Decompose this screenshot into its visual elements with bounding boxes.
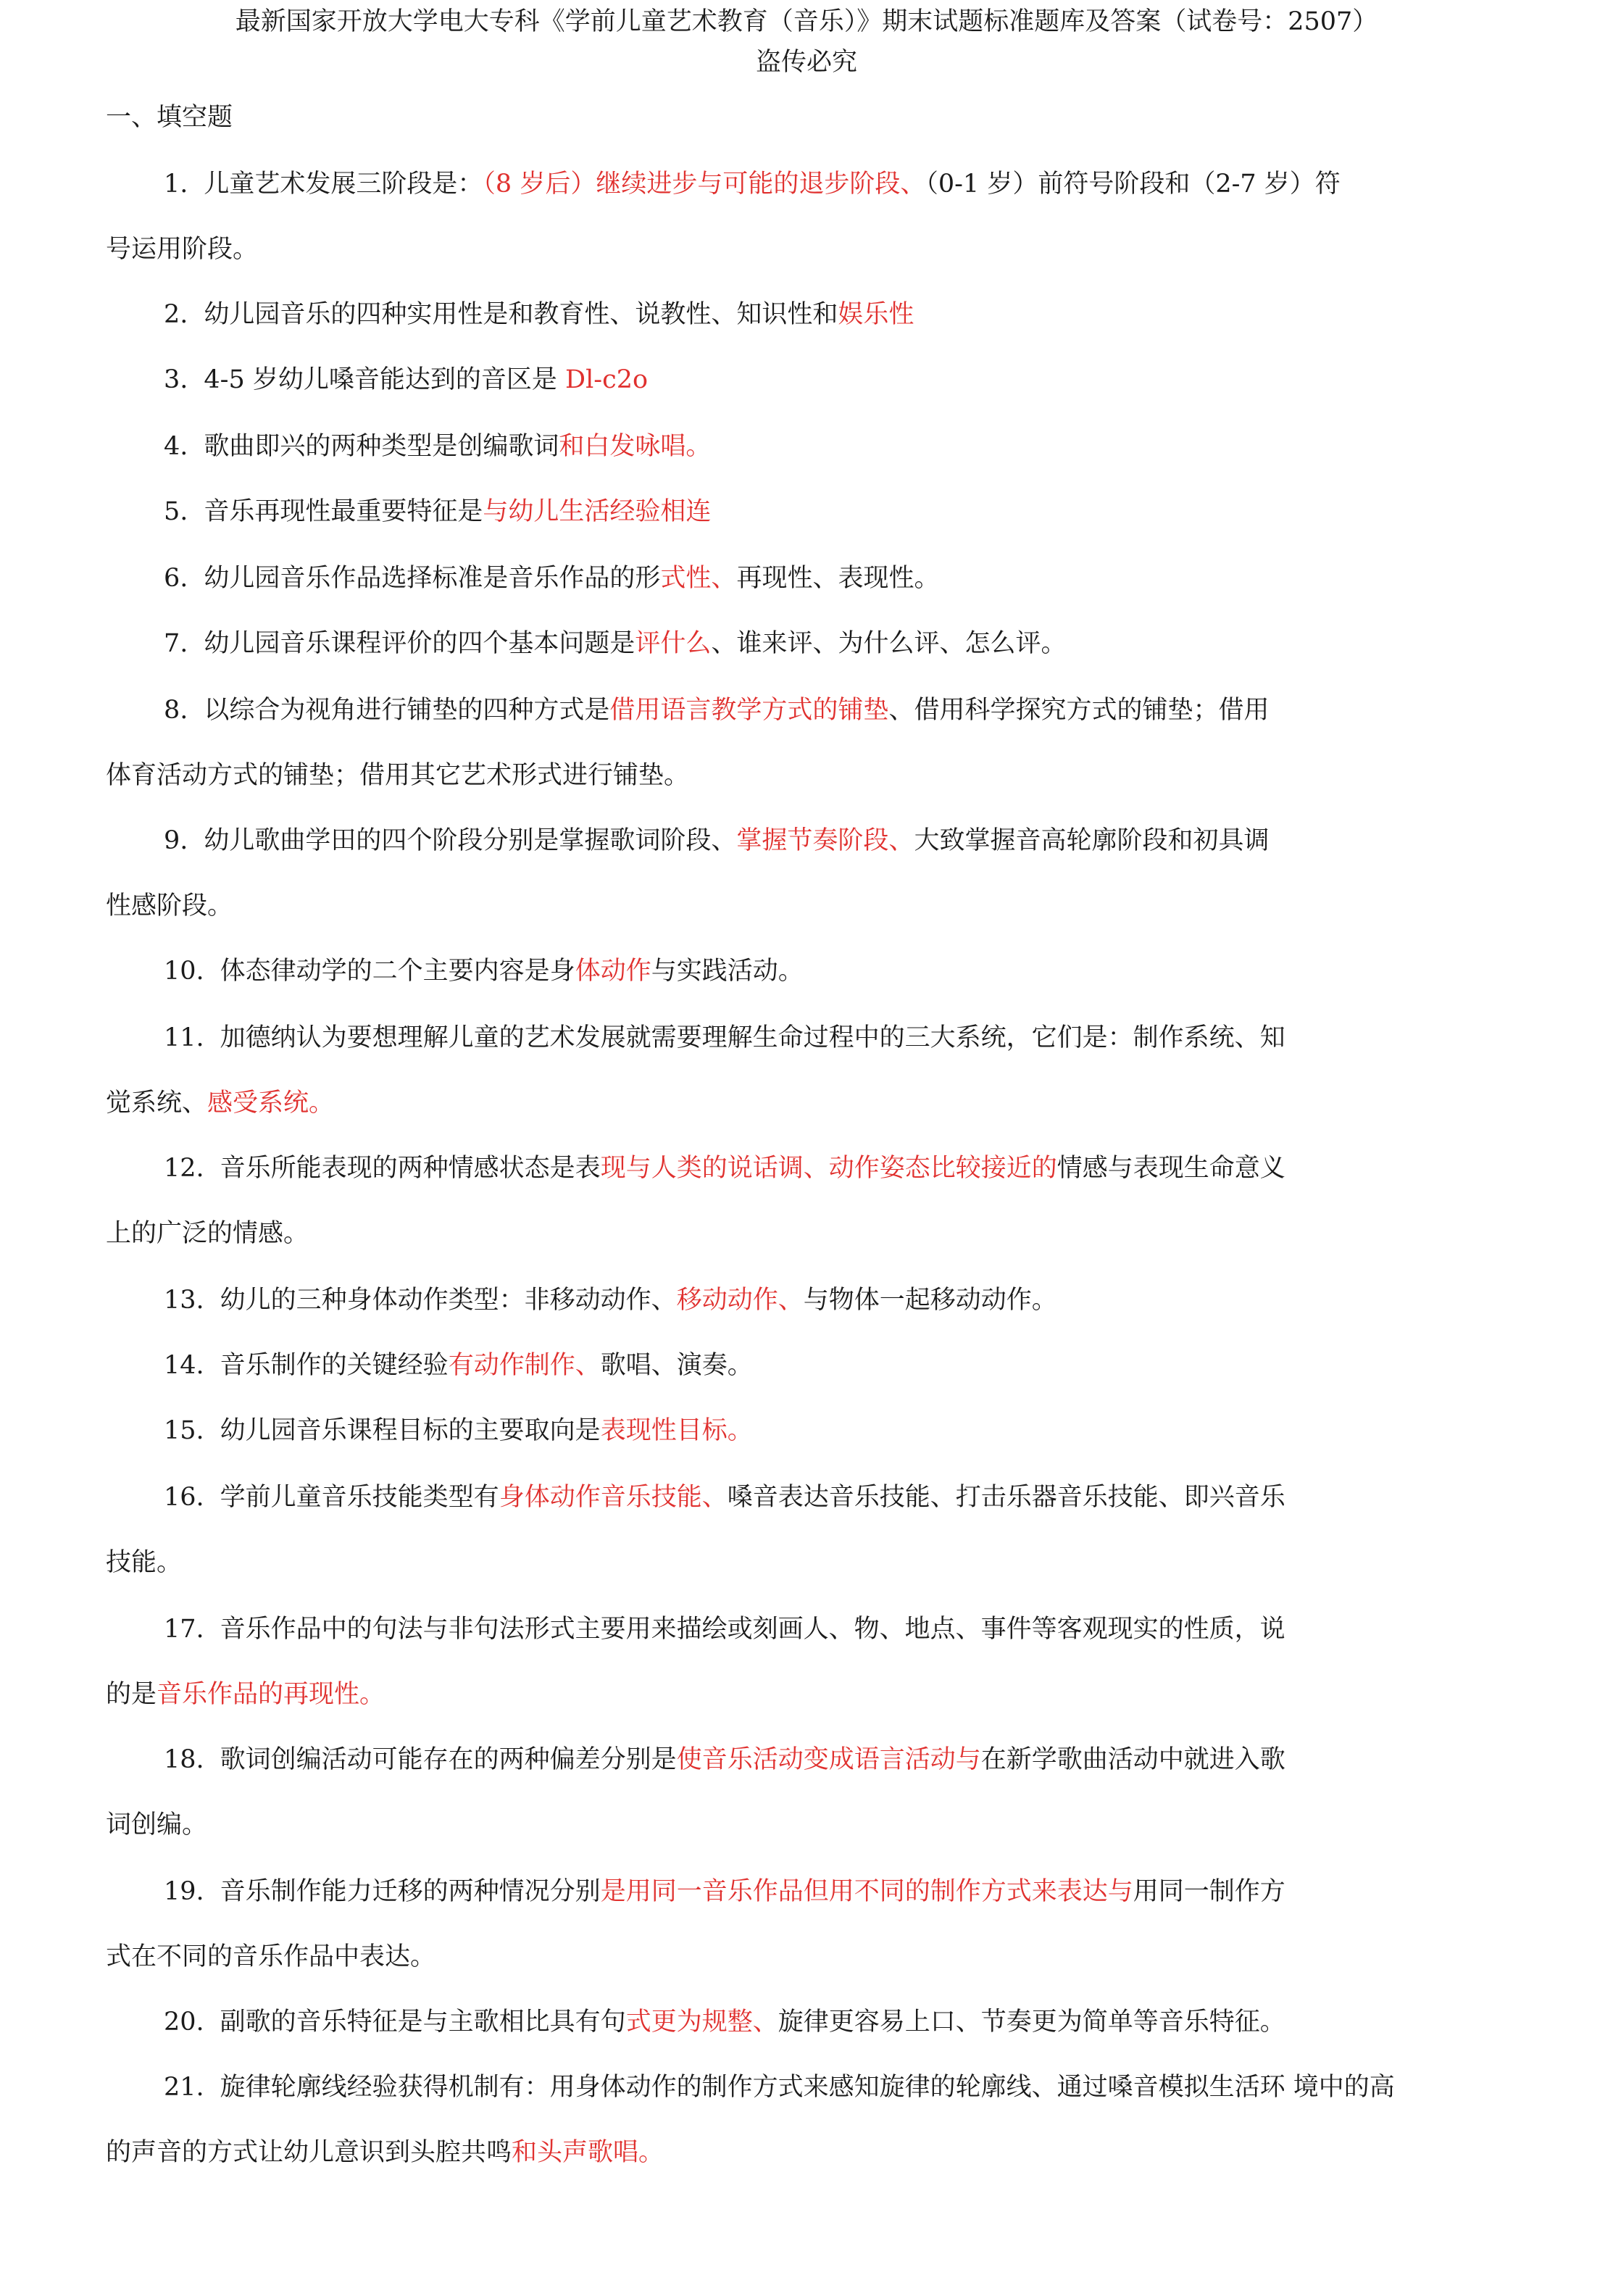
answer-text: 娱乐性 <box>838 300 914 329</box>
question-text: 、谁来评、为什么评、怎么评。 <box>711 629 1067 658</box>
question-text: 学前儿童音乐技能类型有 <box>220 1483 499 1512</box>
document-subtitle: 盗传必究 <box>755 48 857 77</box>
question-text: 幼儿园音乐作品选择标准是音乐作品的形 <box>204 564 661 593</box>
question-continuation-line <box>106 1087 334 1119</box>
question-line <box>164 562 939 594</box>
question-number: 6. <box>164 564 188 593</box>
question-number: 16. <box>164 1483 204 1512</box>
question-text: 幼儿园音乐课程目标的主要取向是 <box>220 1416 601 1445</box>
document-title: 最新国家开放大学电大专科《学前儿童艺术教育（音乐）》期末试题标准题库及答案（试卷号：2507） <box>235 7 1378 36</box>
question-line <box>164 1415 753 1447</box>
question-line <box>164 694 1269 726</box>
question-number: 14. <box>164 1351 204 1380</box>
question-text: 以综合为视角进行铺垫的四种方式是 <box>204 696 610 725</box>
question-text: 音乐制作能力迁移的两种情况分别 <box>220 1877 601 1906</box>
answer-text: 式性、 <box>660 564 737 593</box>
question-number: 13. <box>164 1286 204 1315</box>
answer-text: （8 岁后）继续进步与可能的退步阶段、 <box>483 170 926 199</box>
question-line <box>164 1152 1285 1184</box>
question-text: 词创编。 <box>106 1810 208 1839</box>
question-number: 1. <box>164 170 188 199</box>
question-line <box>164 2006 1285 2038</box>
question-line <box>164 628 1066 660</box>
question-line <box>164 364 648 396</box>
question-line <box>164 1284 1057 1316</box>
answer-text: 感受系统。 <box>207 1089 335 1118</box>
question-number: 7. <box>164 629 188 658</box>
question-number: 12. <box>164 1154 204 1183</box>
question-text: 觉系统、 <box>106 1089 208 1118</box>
question-text: 再现性、表现性。 <box>736 564 940 593</box>
question-text: 幼儿园音乐的四种实用性是和教育性、说教性、知识性和 <box>204 300 838 329</box>
question-number: 2. <box>164 300 188 329</box>
question-line <box>164 1744 1285 1776</box>
question-number: 21. <box>164 2073 204 2102</box>
section-heading: 一、填空题 <box>106 103 233 132</box>
question-number: 11. <box>164 1023 204 1052</box>
question-continuation-line <box>106 2137 664 2168</box>
question-line <box>164 1349 753 1381</box>
question-text: 的是 <box>106 1680 157 1709</box>
question-text: 大致掌握音高轮廓阶段和初具调 <box>914 826 1270 855</box>
answer-text: 移动动作、 <box>676 1286 804 1315</box>
question-text: 音乐作品中的句法与非句法形式主要用来描绘或刻画人、物、地点、事件等客观现实的性质，说 <box>220 1615 1285 1644</box>
answer-text: 式更为规整、 <box>625 2008 778 2037</box>
question-continuation-line <box>106 1218 309 1249</box>
question-line <box>164 1481 1285 1513</box>
question-line <box>164 825 1269 857</box>
question-line <box>164 299 914 330</box>
question-line <box>164 2071 1395 2103</box>
answer-text: 身体动作音乐技能、 <box>499 1483 728 1512</box>
answer-text: 和头声歌唱。 <box>512 2138 664 2167</box>
question-text: 体态律动学的二个主要内容是身 <box>220 957 575 986</box>
question-continuation-line <box>106 1679 385 1710</box>
question-text: 上的广泛的情感。 <box>106 1219 309 1248</box>
question-text: 音乐再现性最重要特征是 <box>204 497 483 526</box>
answer-text: 使音乐活动变成语言活动与 <box>676 1745 981 1774</box>
question-number: 10. <box>164 957 204 986</box>
question-continuation-line <box>106 760 689 791</box>
question-number: 3. <box>164 365 188 394</box>
question-text: 、借用科学探究方式的铺垫；借用 <box>888 696 1270 725</box>
question-text: 号运用阶段。 <box>106 235 259 264</box>
question-line <box>164 496 711 528</box>
question-number: 5. <box>164 497 188 526</box>
question-text: 在新学歌曲活动中就进入歌 <box>980 1745 1285 1774</box>
answer-text: 和白发咏唱。 <box>559 432 712 461</box>
question-text: 幼儿的三种身体动作类型：非移动动作、 <box>220 1286 677 1315</box>
question-number: 18. <box>164 1745 204 1774</box>
question-text: 性感阶段。 <box>106 891 233 920</box>
question-number: 8. <box>164 696 188 725</box>
question-text: 体育活动方式的铺垫；借用其它艺术形式进行铺垫。 <box>106 761 690 790</box>
question-text: 式在不同的音乐作品中表达。 <box>106 1942 436 1971</box>
question-text: （0-1 岁）前符号阶段和（2-7 岁）符 <box>925 170 1341 199</box>
question-text: 加德纳认为要想理解儿童的艺术发展就需要理解生命过程中的三大系统，它们是：制作系统、知 <box>220 1023 1285 1052</box>
question-text: 歌曲即兴的两种类型是创编歌词 <box>204 432 559 461</box>
question-line <box>164 955 804 987</box>
question-line <box>164 430 711 462</box>
answer-text: Dl-c2o <box>565 365 649 394</box>
question-number: 15. <box>164 1416 204 1445</box>
question-text: 副歌的音乐特征是与主歌相比具有句 <box>220 2008 626 2037</box>
question-text: 情感与表现生命意义 <box>1056 1154 1285 1183</box>
question-text: 幼儿园音乐课程评价的四个基本问题是 <box>204 629 635 658</box>
answer-text: 与幼儿生活经验相连 <box>483 497 712 526</box>
question-continuation-line <box>106 890 233 922</box>
question-text: 旋律更容易上口、节奏更为简单等音乐特征。 <box>778 2008 1285 2037</box>
question-text: 歌词创编活动可能存在的两种偏差分别是 <box>220 1745 677 1774</box>
question-number: 4. <box>164 432 188 461</box>
question-line <box>164 1876 1285 1908</box>
answer-text: 现与人类的说话调、动作姿态比较接近的 <box>600 1154 1057 1183</box>
answer-text: 体动作 <box>575 957 651 986</box>
question-text: 用同一制作方 <box>1133 1877 1285 1906</box>
question-line <box>164 1022 1285 1054</box>
answer-text: 有动作制作、 <box>448 1351 601 1380</box>
answer-text: 借用语言教学方式的铺垫 <box>609 696 889 725</box>
question-continuation-line <box>106 1809 207 1841</box>
question-number: 9. <box>164 826 188 855</box>
question-line <box>164 168 1341 200</box>
answer-text: 表现性目标。 <box>600 1416 753 1445</box>
question-continuation-line <box>106 1941 435 1973</box>
question-text: 儿童艺术发展三阶段是： <box>204 170 483 199</box>
question-text: 音乐所能表现的两种情感状态是表 <box>220 1154 601 1183</box>
answer-text: 是用同一音乐作品但用不同的制作方式来表达与 <box>600 1877 1133 1906</box>
question-number: 17. <box>164 1615 204 1644</box>
question-continuation-line <box>106 1547 182 1578</box>
question-text: 4-5 岁幼儿嗓音能达到的音区是 <box>204 365 566 394</box>
question-line <box>164 1613 1285 1645</box>
question-text: 音乐制作的关键经验 <box>220 1351 449 1380</box>
question-text: 旋律轮廓线经验获得机制有：用身体动作的制作方式来感知旋律的轮廓线、通过嗓音模拟生活环 境中的高 <box>220 2073 1395 2102</box>
question-text: 歌唱、演奏。 <box>600 1351 753 1380</box>
answer-text: 音乐作品的再现性。 <box>157 1680 385 1709</box>
question-text: 技能。 <box>106 1548 183 1577</box>
answer-text: 评什么 <box>635 629 712 658</box>
question-text: 与实践活动。 <box>651 957 804 986</box>
answer-text: 掌握节奏阶段、 <box>736 826 914 855</box>
question-text: 与物体一起移动动作。 <box>803 1286 1057 1315</box>
question-text: 嗓音表达音乐技能、打击乐器音乐技能、即兴音乐 <box>727 1483 1285 1512</box>
question-text: 幼儿歌曲学田的四个阶段分别是掌握歌词阶段、 <box>204 826 737 855</box>
question-continuation-line <box>106 233 258 265</box>
question-number: 20. <box>164 2008 204 2037</box>
question-text: 的声音的方式让幼儿意识到头腔共鸣 <box>106 2138 512 2167</box>
question-number: 19. <box>164 1877 204 1906</box>
